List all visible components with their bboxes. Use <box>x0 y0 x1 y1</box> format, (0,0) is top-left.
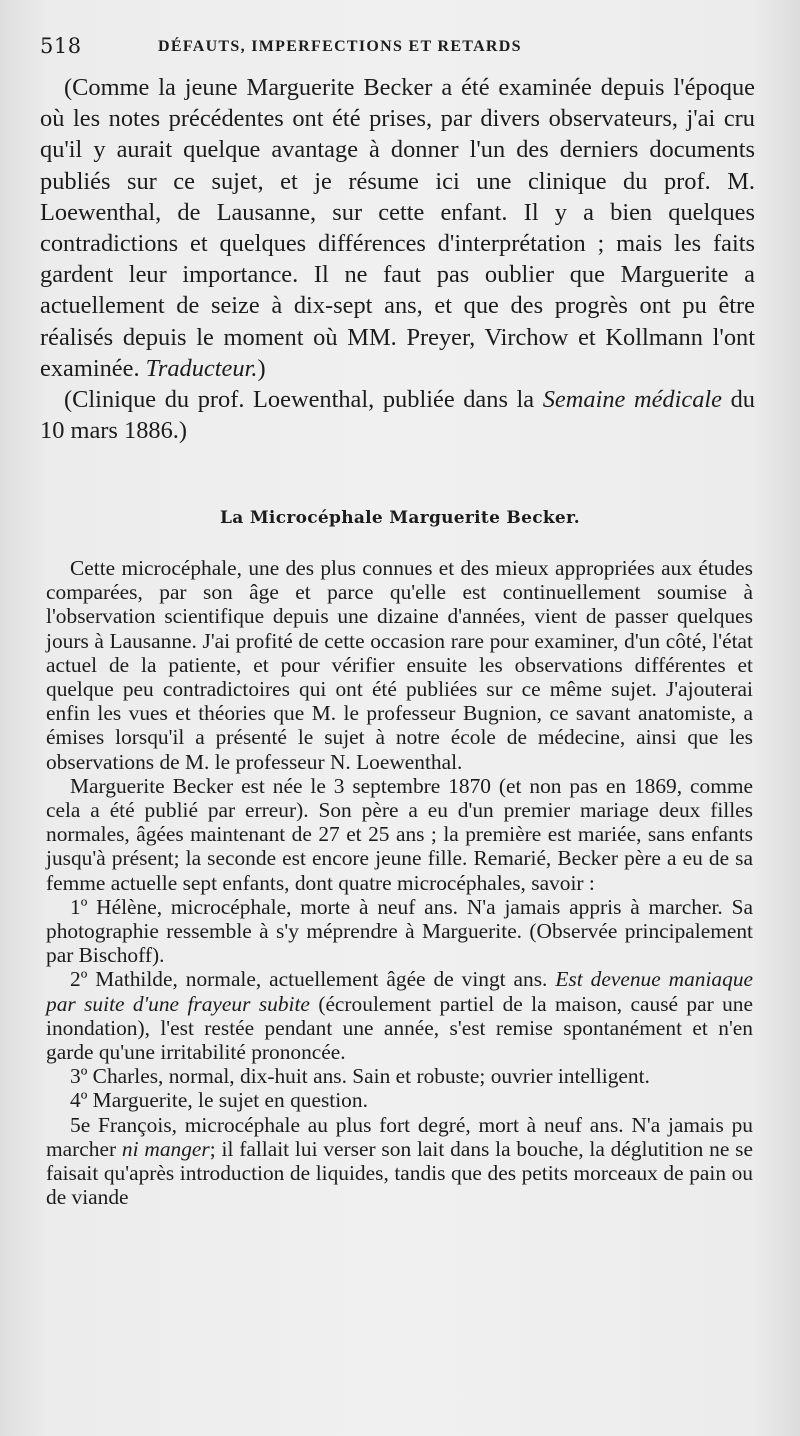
italic-journal-title: Semaine médicale <box>542 386 722 414</box>
body-text <box>46 556 753 1209</box>
translator-note-paragraph: (Comme la jeune Marguerite Becker a été examinée depuis l'époque où les notes précédentes ont été prises, par divers observateurs, j'ai cru qu'il y aurait quelque avantage à donner l'un des derniers documents publiés sur ce sujet, et je résume ici une clinique du prof. M. Loewenthal, de Lausanne, sur cette enfant. Il y a bien quelques contradictions et quelques différences d'interprétation ; mais les faits gardent leur importance. Il ne faut pas oublier que Marguerite a actuellement de seize à dix-sept ans, et que des progrès ont pu être réalisés depuis le moment où MM. Preyer, Virchow et Kollmann l'ont examinée. Traducteur.) <box>40 74 755 382</box>
list-item: 4º Marguerite, le sujet en question. <box>70 1088 368 1113</box>
translator-note <box>40 72 755 446</box>
source-citation: (Clinique du prof. Loewenthal, publiée dans la Semaine médicale du 10 mars 1886.) <box>40 386 755 445</box>
italic-signature: Traducteur. <box>145 354 258 382</box>
body-paragraph: Marguerite Becker est née le 3 septembre 1870 (et non pas en 1869, comme cela a été publié par erreur). Son père a eu d'un premier mariage deux filles normales, âgées maintenant de 27 et 25 ans ; la première est mariée, sans enfants jusqu'à présent; la seconde est encore jeune fille. Remarié, Becker père a eu de sa femme actuelle sept enfants, dont quatre microcéphales, savoir : <box>46 773 753 895</box>
section-title: La Microcéphale Marguerite Becker. <box>220 508 580 528</box>
list-item: 5e François, microcéphale au plus fort degré, mort à neuf ans. N'a jamais pu marcher ni manger; il fallait lui verser son lait dans la bouche, la déglutition ne se faisait qu'après introduction de liquides, tandis que des petits morceaux de pain ou de viande <box>46 1112 753 1210</box>
list-item: 2º Mathilde, normale, actuellement âgée de vingt ans. Est devenue maniaque par suite d'une frayeur subite (écroulement partiel de la maison, causé par une inondation), l'est restée pendant une année, s'est remise spontanément et n'en garde qu'une irritabilité prononcée. <box>46 967 754 1065</box>
page-number: 518 <box>40 34 82 58</box>
list-item: 3º Charles, normal, dix-huit ans. Sain et robuste; ouvrier intelligent. <box>70 1064 650 1089</box>
list-item: 1º Hélène, microcéphale, morte à neuf ans. N'a jamais appris à marcher. Sa photographie ressemble à s'y méprendre à Marguerite. (Observée principalement par Bischoff). <box>46 894 753 968</box>
body-paragraph: Cette microcéphale, une des plus connues et des mieux appropriées aux études comparées, par son âge et parce qu'elle est continuellement soumise à l'observation scientifique depuis une dizaine d'années, vient de passer quelques jours à Lausanne. J'ai profité de cette occasion rare pour examiner, d'un côté, l'état actuel de la patiente, et pour vérifier ensuite les observations différentes et quelque peu contradictoires qui ont été publiées sur ce même sujet. J'ajouterai enfin les vues et théories que M. le professeur Bugnion, ce savant anatomiste, a émises lorsqu'il a présenté le sujet à notre école de médecine, ainsi que les observations de M. le professeur N. Loewenthal. <box>46 556 753 774</box>
running-head: DÉFAUTS, IMPERFECTIONS ET RETARDS <box>158 38 522 55</box>
page-header <box>40 34 760 64</box>
